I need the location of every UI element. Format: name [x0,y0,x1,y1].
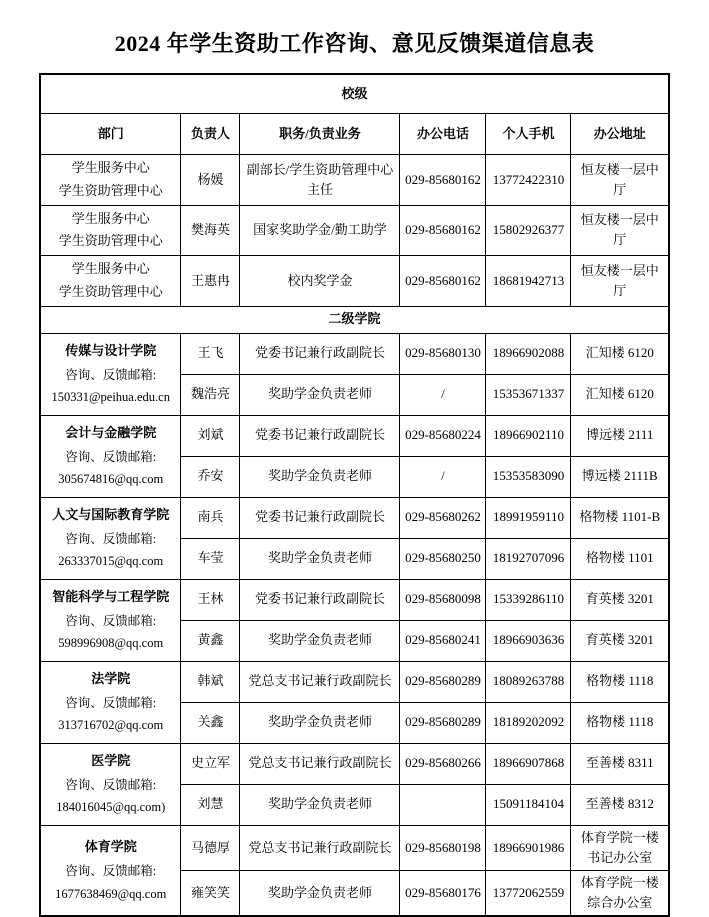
mailbox-label: 咨询、反馈邮箱: [65,531,157,546]
mobile-cell: 18189202092 [486,702,571,743]
email-text: 1677638469@qq.com [55,886,167,901]
person-cell: 王惠冉 [181,256,240,307]
table-row [40,256,669,307]
person-cell: 樊海英 [181,205,240,256]
address-cell: 体育学院一楼书记办公室 [571,825,669,870]
address-cell: 育英楼 3201 [571,579,669,620]
table-row [40,306,669,333]
mailbox-label: 咨询、反馈邮箱: [65,367,157,382]
college-dept-cell [40,579,181,661]
table-row [40,74,669,114]
office-phone-cell: 029-85680130 [400,333,486,374]
person-cell: 韩斌 [181,661,240,702]
address-cell: 格物楼 1118 [571,661,669,702]
duty-cell: 奖助学金负责老师 [240,374,400,415]
person-cell: 杨媛 [181,155,240,206]
office-phone-cell: 029-85680289 [400,661,486,702]
address-cell: 恒友楼一层中厅 [571,205,669,256]
duty-cell: 奖助学金负责老师 [240,538,400,579]
dept-line: 学生资助管理中心 [58,182,163,198]
address-cell: 格物楼 1101-B [571,497,669,538]
dept-cell [40,205,181,256]
mobile-cell: 18192707096 [486,538,571,579]
mobile-cell: 18966901986 [486,825,571,870]
table-row [40,205,669,256]
college-name: 智能科学与工程学院 [52,589,170,605]
office-phone-cell: 029-85680162 [400,205,486,256]
college-name: 医学院 [91,753,131,769]
person-cell: 关鑫 [181,702,240,743]
mailbox-label: 咨询、反馈邮箱: [65,695,157,710]
address-cell: 恒友楼一层中厅 [571,155,669,206]
mobile-cell: 15802926377 [486,205,571,256]
college-dept-cell [40,743,181,825]
duty-cell: 党委书记兼行政副院长 [240,333,400,374]
address-cell: 格物楼 1101 [571,538,669,579]
mobile-cell: 13772422310 [486,155,571,206]
office-phone-cell: / [400,374,486,415]
duty-cell: 奖助学金负责老师 [240,456,400,497]
email-text: 263337015@qq.com [58,554,164,569]
person-cell: 黄鑫 [181,620,240,661]
person-cell: 南兵 [181,497,240,538]
table-row [40,579,669,620]
mailbox-label: 咨询、反馈邮箱: [65,613,157,628]
mailbox-label: 咨询、反馈邮箱: [65,777,157,792]
column-header: 个人手机 [486,114,571,155]
email-text: 305674816@qq.com [58,472,164,487]
dept-line: 学生服务中心 [71,160,150,175]
table-row [40,415,669,456]
column-header: 职务/负责业务 [240,114,400,155]
office-phone-cell: 029-85680250 [400,538,486,579]
person-cell: 王林 [181,579,240,620]
dept-cell [40,155,181,206]
person-cell: 雍笑笑 [181,870,240,916]
duty-cell: 奖助学金负责老师 [240,784,400,825]
office-phone-cell: 029-85680098 [400,579,486,620]
mobile-cell: 15353671337 [486,374,571,415]
college-name: 人文与国际教育学院 [52,507,170,523]
person-cell: 马德厚 [181,825,240,870]
college-name: 法学院 [91,671,131,687]
mobile-cell: 18966907868 [486,743,571,784]
email-text: 150331@peihua.edu.cn [51,390,170,405]
email-text: 184016045@qq.com) [56,800,166,815]
address-cell: 体育学院一楼综合办公室 [571,870,669,916]
mobile-cell: 13772062559 [486,870,571,916]
dept-line: 学生服务中心 [71,210,150,226]
office-phone-cell: 029-85680241 [400,620,486,661]
address-cell: 博远楼 2111B [571,456,669,497]
mobile-cell: 18966902088 [486,333,571,374]
office-phone-cell: 029-85680176 [400,870,486,916]
address-cell: 至善楼 8311 [571,743,669,784]
mobile-cell: 15353583090 [486,456,571,497]
duty-cell: 校内奖学金 [240,256,400,307]
college-dept-cell [40,415,181,497]
address-cell: 至善楼 8312 [571,784,669,825]
person-cell: 车莹 [181,538,240,579]
office-phone-cell: / [400,456,486,497]
section-header: 二级学院 [40,306,669,333]
duty-cell: 党委书记兼行政副院长 [240,497,400,538]
person-cell: 乔安 [181,456,240,497]
duty-cell: 奖助学金负责老师 [240,870,400,916]
table-row [40,333,669,374]
office-phone-cell: 029-85680289 [400,702,486,743]
email-text: 598996908@qq.com [58,636,164,651]
college-dept-cell [40,333,181,415]
college-dept-cell [40,825,181,916]
duty-cell: 党总支书记兼行政副院长 [240,661,400,702]
dept-line: 学生服务中心 [71,261,150,276]
table-row [40,825,669,870]
office-phone-cell: 029-85680224 [400,415,486,456]
mobile-cell: 18966902110 [486,415,571,456]
address-cell: 汇知楼 6120 [571,333,669,374]
mobile-cell: 15091184104 [486,784,571,825]
duty-cell: 副部长/学生资助管理中心主任 [240,155,400,206]
college-name: 传媒与设计学院 [65,343,157,359]
college-dept-cell [40,661,181,743]
person-cell: 史立军 [181,743,240,784]
duty-cell: 党委书记兼行政副院长 [240,415,400,456]
college-name: 体育学院 [84,839,137,855]
address-cell: 育英楼 3201 [571,620,669,661]
column-header: 部门 [40,114,181,155]
address-cell: 博远楼 2111 [571,415,669,456]
email-text: 313716702@qq.com [58,718,164,733]
office-phone-cell: 029-85680198 [400,825,486,870]
dept-line: 学生资助管理中心 [58,283,163,299]
college-name: 会计与金融学院 [65,425,157,441]
duty-cell: 奖助学金负责老师 [240,620,400,661]
person-cell: 魏浩亮 [181,374,240,415]
page-title: 2024 年学生资助工作咨询、意见反馈渠道信息表 [114,31,595,56]
duty-cell: 党总支书记兼行政副院长 [240,743,400,784]
dept-line: 学生资助管理中心 [58,233,163,249]
office-phone-cell [400,784,486,825]
address-cell: 格物楼 1118 [571,702,669,743]
office-phone-cell: 029-85680266 [400,743,486,784]
info-table [39,73,670,917]
address-cell: 恒友楼一层中厅 [571,256,669,307]
dept-cell [40,256,181,307]
column-header: 办公电话 [400,114,486,155]
column-header: 办公地址 [571,114,669,155]
column-header: 负责人 [181,114,240,155]
college-dept-cell [40,497,181,579]
section-header: 校级 [40,74,669,114]
mobile-cell: 15339286110 [486,579,571,620]
table-row [40,155,669,206]
mobile-cell: 18681942713 [486,256,571,307]
mailbox-label: 咨询、反馈邮箱: [65,449,157,464]
duty-cell: 党委书记兼行政副院长 [240,579,400,620]
mobile-cell: 18991959110 [486,497,571,538]
office-phone-cell: 029-85680262 [400,497,486,538]
address-cell: 汇知楼 6120 [571,374,669,415]
duty-cell: 国家奖助学金/勤工助学 [240,205,400,256]
mailbox-label: 咨询、反馈邮箱: [65,864,157,879]
table-row [40,661,669,702]
person-cell: 刘慧 [181,784,240,825]
person-cell: 王飞 [181,333,240,374]
duty-cell: 党总支书记兼行政副院长 [240,825,400,870]
mobile-cell: 18966903636 [486,620,571,661]
person-cell: 刘斌 [181,415,240,456]
mobile-cell: 18089263788 [486,661,571,702]
table-row [40,497,669,538]
table-row [40,114,669,155]
duty-cell: 奖助学金负责老师 [240,702,400,743]
office-phone-cell: 029-85680162 [400,155,486,206]
office-phone-cell: 029-85680162 [400,256,486,307]
table-row [40,743,669,784]
